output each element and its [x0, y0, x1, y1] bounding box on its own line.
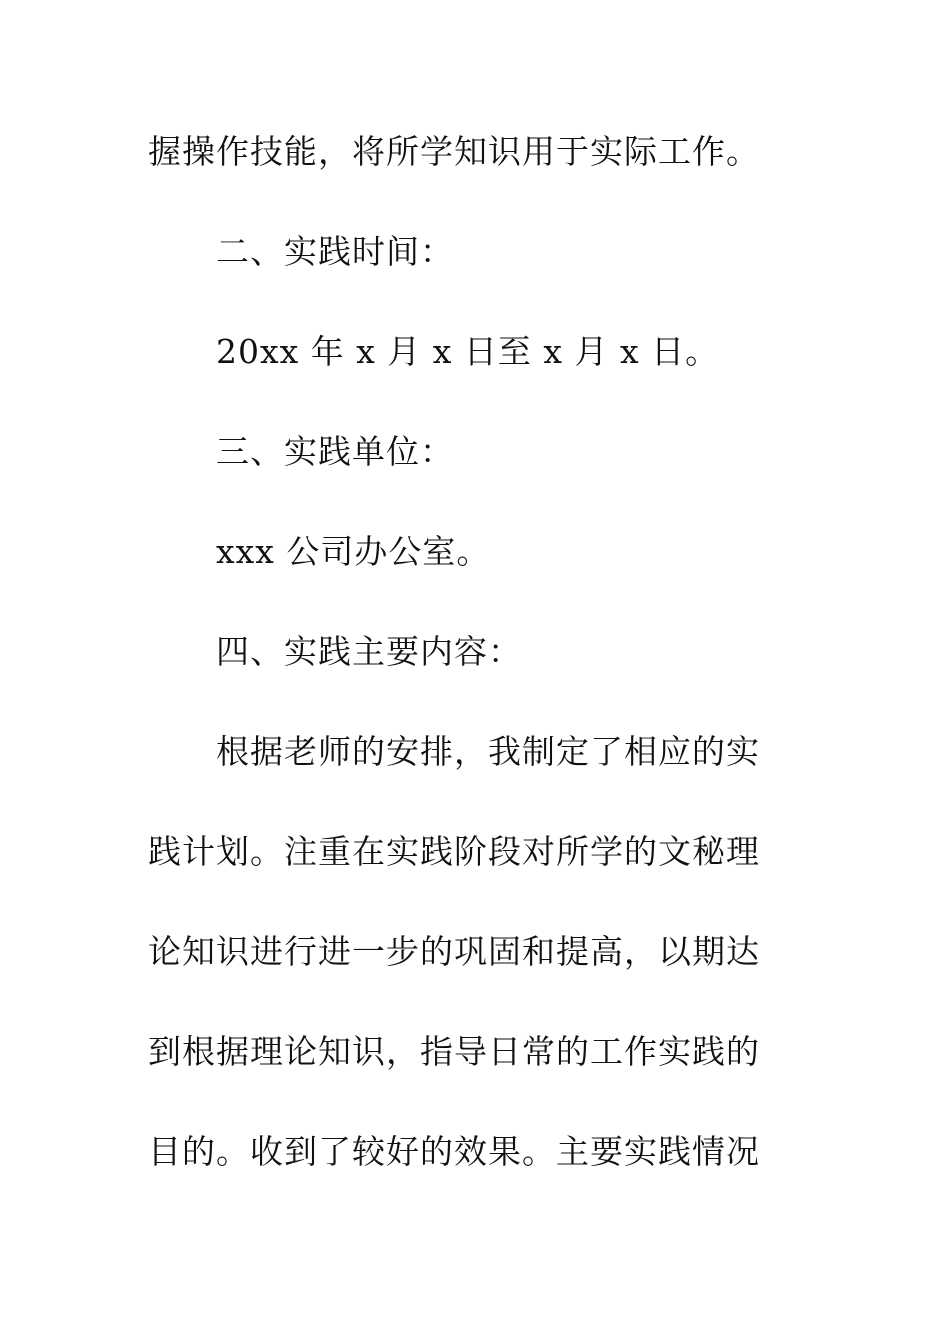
paragraph-continuation-line: 握操作技能，将所学知识用于实际工作。 — [148, 132, 760, 171]
practice-time-value: 20xx 年 x 月 x 日至 x 月 x 日。 — [216, 332, 720, 371]
body-text-line: 践计划。注重在实践阶段对所学的文秘理 — [148, 832, 760, 871]
section-heading-practice-unit: 三、实践单位： — [216, 432, 454, 471]
body-text-line: 到根据理论知识，指导日常的工作实践的 — [148, 1032, 760, 1071]
section-heading-practice-time: 二、实践时间： — [216, 232, 454, 271]
body-text-line: 目的。收到了较好的效果。主要实践情况 — [148, 1132, 760, 1171]
section-heading-practice-content: 四、实践主要内容： — [216, 632, 522, 671]
body-text-line: 论知识进行进一步的巩固和提高，以期达 — [148, 932, 760, 971]
practice-unit-value: xxx 公司办公室。 — [216, 532, 491, 571]
body-text-line: 根据老师的安排，我制定了相应的实 — [216, 732, 760, 771]
